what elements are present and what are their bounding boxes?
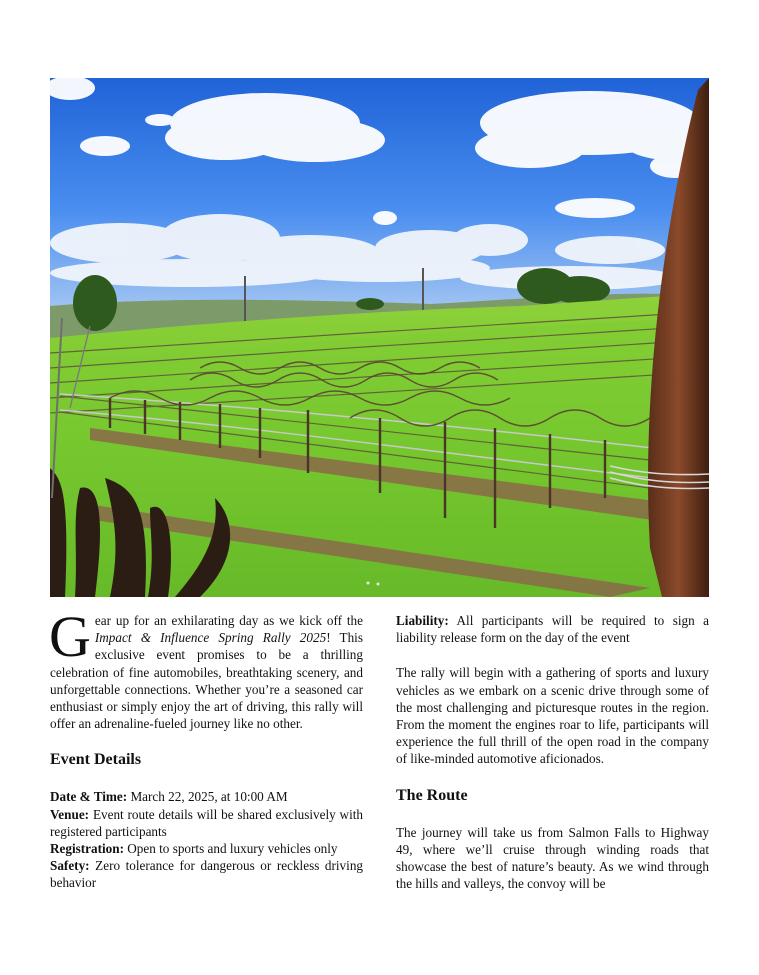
- route-heading: The Route: [396, 786, 468, 804]
- event-details-heading: Event Details: [50, 751, 142, 769]
- intro-text-before: ear up for an exhilarating day as we kick off the: [94, 613, 363, 628]
- event-name: Impact & Influence Spring Rally 2025: [94, 630, 327, 646]
- detail-date-time: [50, 788, 363, 805]
- detail-label: Safety:: [50, 858, 90, 874]
- detail-value: March 22, 2025, at 10:00 AM: [130, 789, 288, 805]
- detail-venue: [50, 806, 363, 840]
- vineyard-photo: [50, 78, 709, 597]
- drop-cap: G: [49, 604, 91, 669]
- liability-label: Liability:: [396, 613, 449, 628]
- left-column: [49, 604, 364, 892]
- detail-registration: [50, 840, 363, 857]
- detail-safety: [50, 857, 363, 891]
- route-paragraph: The journey will take us from Salmon Falls to Highway 49, where we’ll cruise through winding roads that showcase the best of nature’s beauty. As we wind through the hills and valleys, the convoy will be: [396, 824, 709, 892]
- right-column: [396, 612, 709, 910]
- detail-label: Date & Time:: [50, 789, 128, 805]
- rally-paragraph: The rally will begin with a gathering of sports and luxury vehicles as we embark on a scenic drive through some of the most challenging and picturesque routes in the region. From the moment the engines roar to life, participants will experience the full thrill of the open road in the company of like-minded automotive aficionados.: [396, 665, 709, 767]
- liability-value: All participants will be required to sign a liability release form on the day of the event: [396, 613, 709, 646]
- detail-value: Zero tolerance for dangerous or reckless driving behavior: [50, 858, 364, 891]
- detail-label: Registration:: [50, 841, 124, 857]
- intro-text-after: ! This exclusive event promises to be a thrilling celebration of fine automobiles, breathtaking scenery, and unforgettable connections. Whether you’re a seasoned car enthusiast or simply enjoy the art of driving, this rally will offer an adrenaline-fueled journey like no other.: [50, 630, 363, 732]
- detail-value: Open to sports and luxury vehicles only: [127, 841, 338, 857]
- detail-label: Venue:: [50, 806, 90, 822]
- event-details-list: [50, 788, 363, 891]
- liability-paragraph: [396, 612, 709, 646]
- intro-paragraph: [49, 604, 363, 732]
- detail-value: Event route details will be shared exclusively with registered participants: [50, 806, 363, 839]
